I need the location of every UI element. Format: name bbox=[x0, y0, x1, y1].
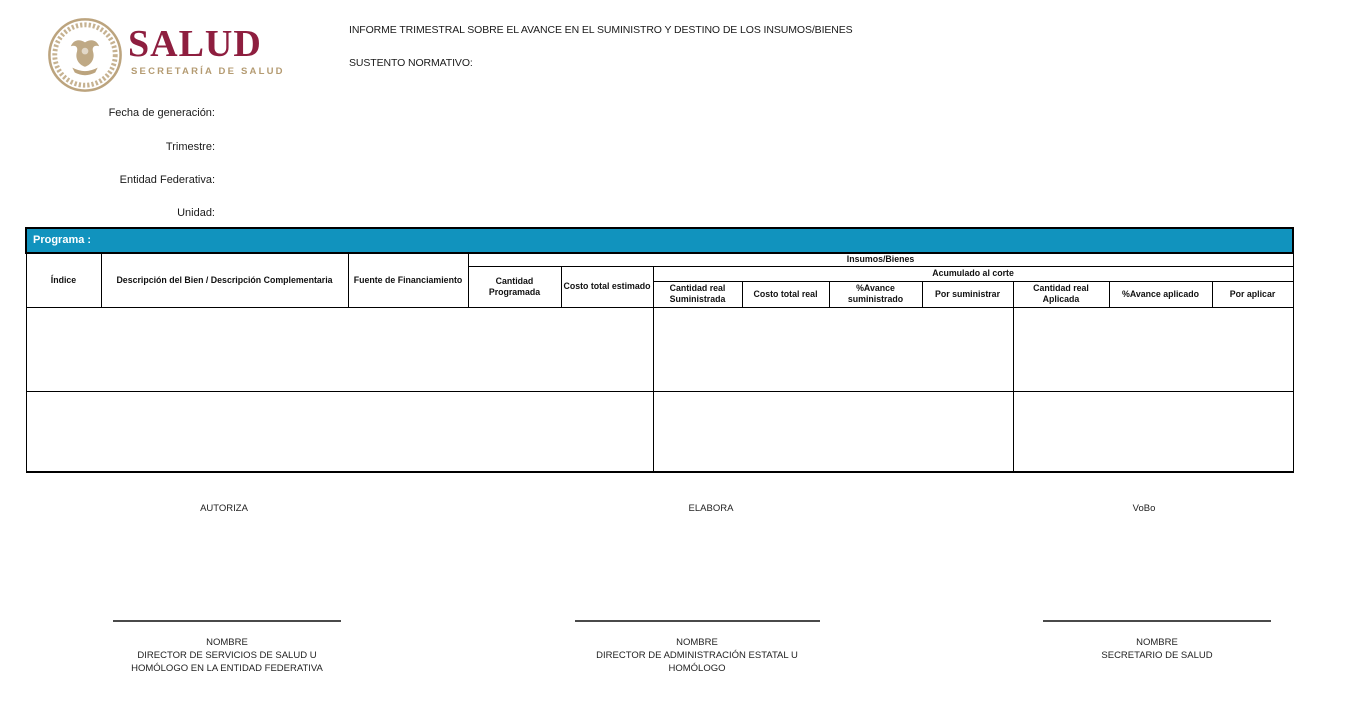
signatory-block-elabora bbox=[537, 636, 857, 675]
signatory-title-line1: SECRETARIO DE SALUD bbox=[1101, 650, 1213, 662]
signature-line-vobo bbox=[1043, 620, 1271, 622]
column-header-avance-aplicado: %Avance aplicado bbox=[1109, 281, 1212, 307]
signatory-title-line2: HOMÓLOGO EN LA ENTIDAD FEDERATIVA bbox=[131, 663, 323, 675]
prepares-role-label: ELABORA bbox=[688, 503, 734, 514]
signature-line-elabora bbox=[575, 620, 820, 622]
column-header-cantidad-programada: Cantidad Programada bbox=[468, 266, 561, 307]
body-cell-row2-right bbox=[1013, 391, 1293, 472]
signatory-name: NOMBRE bbox=[206, 637, 248, 648]
column-header-fuente-financiamiento: Fuente de Financiamiento bbox=[348, 253, 468, 307]
column-header-avance-suministrado: %Avance suministrado bbox=[829, 281, 922, 307]
column-header-costo-total-estimado: Costo total estimado bbox=[561, 266, 653, 307]
quarter-label: Trimestre: bbox=[165, 141, 215, 153]
report-title: INFORME TRIMESTRAL SOBRE EL AVANCE EN EL SUMINISTRO Y DESTINO DE LOS INSUMOS/BIENES bbox=[349, 24, 853, 36]
signatory-title-line1: DIRECTOR DE SERVICIOS DE SALUD U bbox=[137, 650, 317, 662]
signatory-title-line1: DIRECTOR DE ADMINISTRACIÓN ESTATAL U bbox=[596, 650, 798, 662]
federal-entity-label: Entidad Federativa: bbox=[119, 174, 215, 186]
group-header-insumos-bienes: Insumos/Bienes bbox=[468, 253, 1293, 266]
signatory-title-line2: HOMÓLOGO bbox=[668, 663, 726, 675]
generation-date-label: Fecha de generación: bbox=[108, 107, 215, 119]
salud-wordmark: SALUD bbox=[128, 23, 262, 65]
normative-basis-label: SUSTENTO NORMATIVO: bbox=[349, 57, 473, 69]
progress-report-table bbox=[25, 227, 1294, 473]
body-cell-row1-right bbox=[1013, 307, 1293, 391]
signatory-block-vobo bbox=[997, 636, 1317, 662]
body-cell-row1-left bbox=[26, 307, 653, 391]
column-header-descripcion: Descripción del Bien / Descripción Complementaria bbox=[101, 253, 348, 307]
column-header-indice: Índice bbox=[26, 253, 101, 307]
signatory-block-autoriza bbox=[67, 636, 387, 675]
secretaria-salud-seal-icon bbox=[46, 16, 124, 94]
signatory-name: NOMBRE bbox=[1136, 637, 1178, 648]
program-header-bar: Programa : bbox=[26, 228, 1293, 253]
column-header-por-aplicar: Por aplicar bbox=[1212, 281, 1293, 307]
body-cell-row1-middle bbox=[653, 307, 1013, 391]
body-cell-row2-middle bbox=[653, 391, 1013, 472]
column-header-cantidad-real-suministrada: Cantidad real Suministrada bbox=[653, 281, 742, 307]
authorizes-role-label: AUTORIZA bbox=[200, 503, 248, 514]
vobo-role-label: VoBo bbox=[1132, 503, 1156, 514]
body-cell-row2-left bbox=[26, 391, 653, 472]
column-header-cantidad-real-aplicada: Cantidad real Aplicada bbox=[1013, 281, 1109, 307]
column-header-por-suministrar: Por suministrar bbox=[922, 281, 1013, 307]
column-header-costo-total-real: Costo total real bbox=[742, 281, 829, 307]
signatory-name: NOMBRE bbox=[676, 637, 718, 648]
signature-line-autoriza bbox=[113, 620, 341, 622]
secretaria-de-salud-label: SECRETARÍA DE SALUD bbox=[131, 66, 285, 77]
group-header-acumulado-al-corte: Acumulado al corte bbox=[653, 266, 1293, 281]
unit-label: Unidad: bbox=[177, 207, 215, 219]
